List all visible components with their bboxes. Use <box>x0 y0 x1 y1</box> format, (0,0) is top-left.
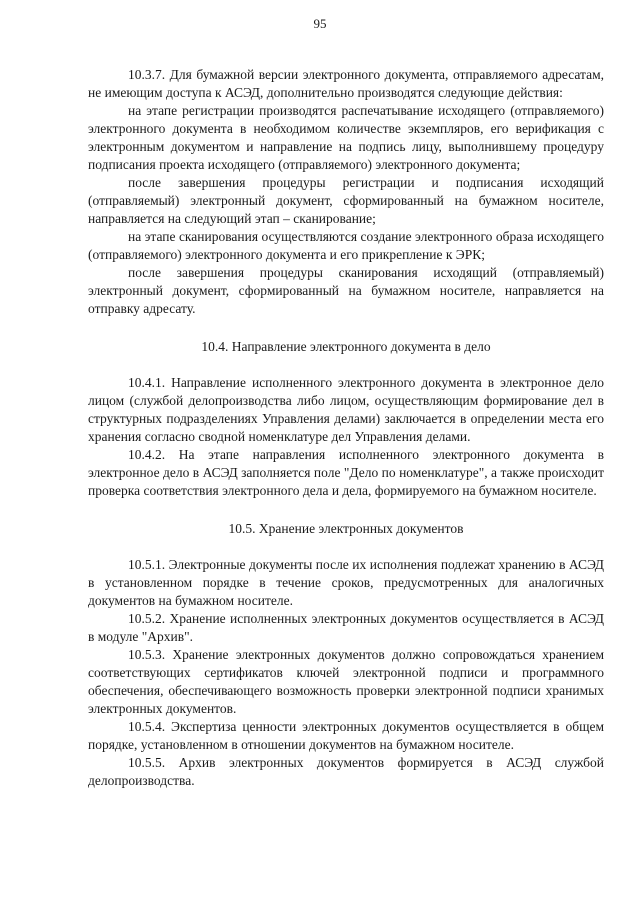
list-item-scanning: на этапе сканирования осуществляются создание электронного образа исходящего (отправляемого) электронного документа и его прикрепление к ЭРК; <box>88 229 604 262</box>
paragraph-10-5-5: 10.5.5. Архив электронных документов формируется в АСЭД службой делопроизводства. <box>88 755 604 788</box>
page-number: 95 <box>313 16 327 31</box>
section-heading-10-5: 10.5. Хранение электронных документов <box>228 521 464 536</box>
paragraph-10-4-1: 10.4.1. Направление исполненного электронного документа в электронное дело лицом (службой делопроизводства либо лицом, осуществляющим формирование дел в структурных подразделениях Управления делами) заключается в определении места его хранения согласно сводной номенклатуре дел Управления делами. <box>88 375 604 444</box>
list-item-after-registration: после завершения процедуры регистрации и подписания исходящий (отправляемый) электронный документ, сформированный на бумажном носителе, направляется на следующий этап – сканирование; <box>88 175 604 226</box>
document-body <box>88 66 604 790</box>
paragraph-10-3-7: 10.3.7. Для бумажной версии электронного документа, отправляемого адресатам, не имеющим доступа к АСЭД, дополнительно производятся следующие действия: <box>88 67 604 100</box>
paragraph-10-5-3: 10.5.3. Хранение электронных документов должно сопровождаться хранением соответствующих сертификатов ключей электронной подписи и программного обеспечения, обеспечивающего возможность проверки электронной подписи хранимых электронных документов. <box>88 647 604 716</box>
paragraph-10-5-1: 10.5.1. Электронные документы после их исполнения подлежат хранению в АСЭД в установленном порядке в течение сроков, предусмотренных для аналогичных документов на бумажном носителе. <box>88 557 604 608</box>
list-item-after-scanning: после завершения процедуры сканирования исходящий (отправляемый) электронный документ, сформированный на бумажном носителе, направляется на отправку адресату. <box>88 265 604 316</box>
section-heading-10-4: 10.4. Направление электронного документа в дело <box>201 339 491 354</box>
paragraph-10-5-4: 10.5.4. Экспертиза ценности электронных документов осуществляется в общем порядке, установленном в отношении документов на бумажном носителе. <box>88 719 604 752</box>
paragraph-10-4-2: 10.4.2. На этапе направления исполненного электронного документа в электронное дело в АСЭД заполняется поле "Дело по номенклатуре", а также происходит проверка соответствия электронного дела и дела, формируемого на бумажном носителе. <box>88 447 604 498</box>
list-item-registration: на этапе регистрации производятся распечатывание исходящего (отправляемого) электронного документа в необходимом количестве экземпляров, его верификация с электронным документом и направление на подпись лицу, выполнившему процедуру подписания проекта исходящего (отправляемого) электронного документа; <box>88 103 604 172</box>
paragraph-10-5-2: 10.5.2. Хранение исполненных электронных документов осуществляется в АСЭД в модуле "Архив". <box>88 611 604 644</box>
